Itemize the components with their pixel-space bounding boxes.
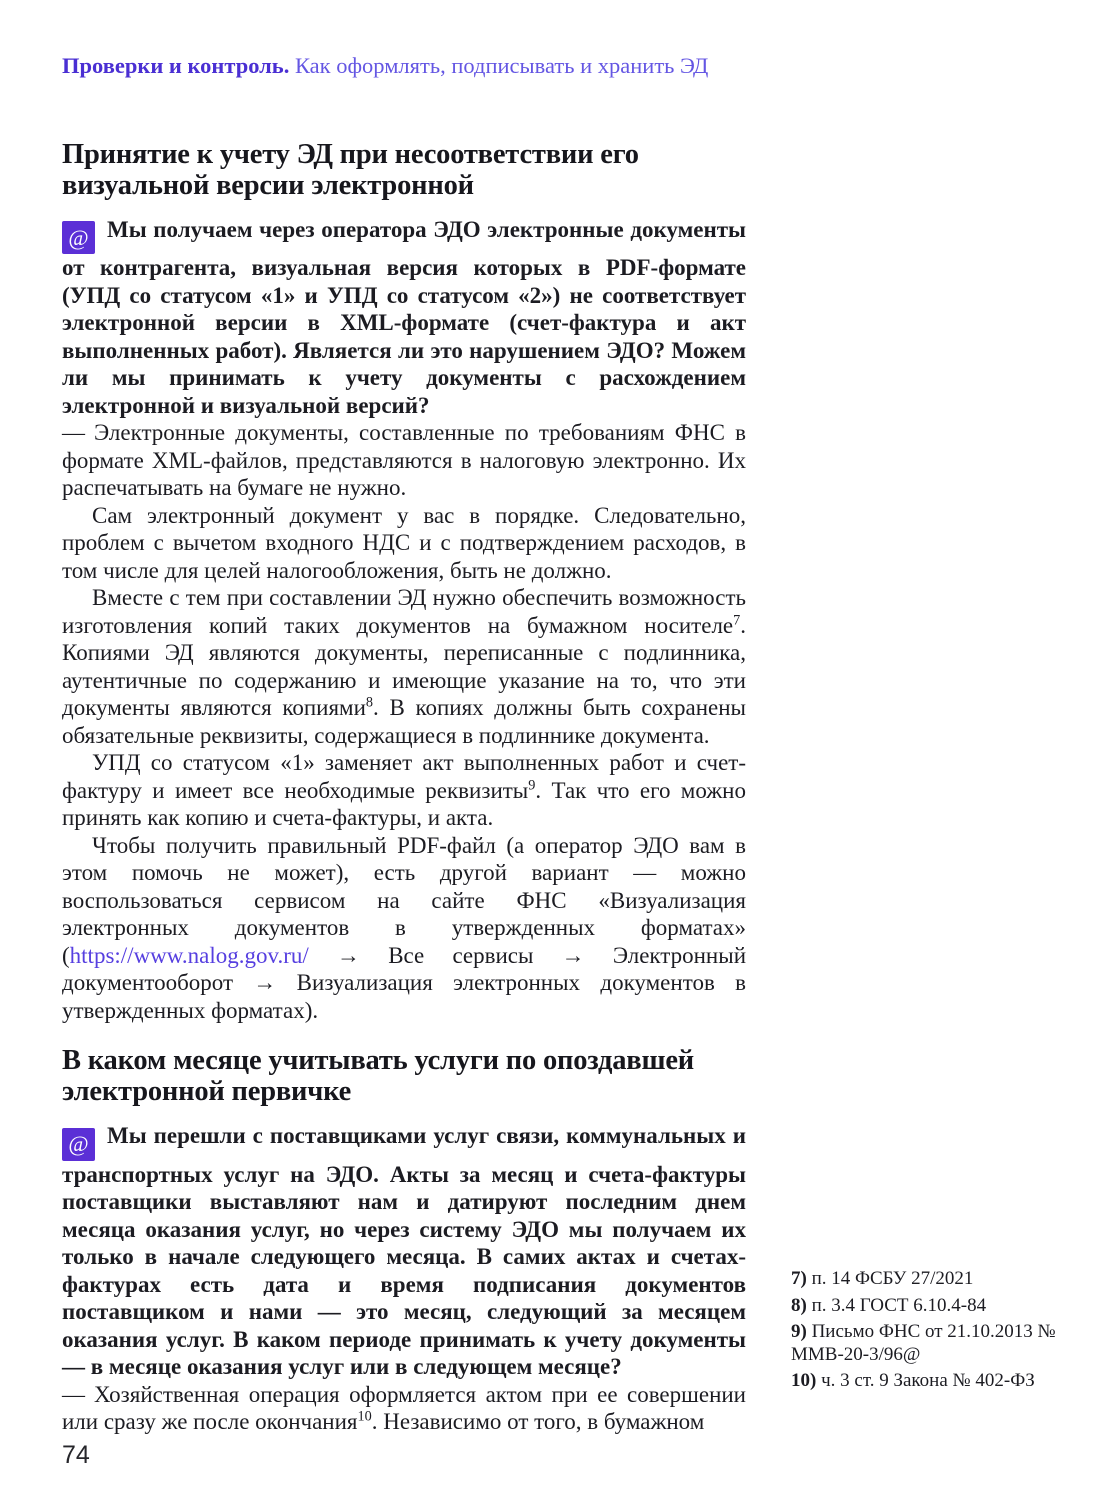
article1-answer-paragraph [62,749,746,832]
article1-qa-block [62,216,746,1024]
footnote-text: п. 14 ФСБУ 27/2021 [811,1268,974,1289]
main-text-column [62,0,746,1436]
email-at-icon [62,221,95,254]
footnote-text: ч. 3 ст. 9 Закона № 402-ФЗ [821,1370,1035,1391]
answer-text: . Независимо от того, в бумажном [371,1409,705,1434]
answer-text: . Так что его можно принять как копию и счета-фактуры, и акта. [62,777,746,831]
answer-text: Вместе с тем при составлении ЭД нужно обеспечить возможность изготовления копий таких документов на бумажном носителе [62,585,746,638]
footnote-text: Письмо ФНС от 21.10.2013 № ММВ-20-3/96@ [791,1321,1056,1365]
article1-answer-paragraph [62,502,746,585]
article2-question [62,1122,746,1380]
footnote-number: 9) [791,1321,807,1342]
answer-text: Хозяйственная операция оформляется актом при ее совершении или сразу же после окончания [62,1381,746,1434]
footnote-8 [791,1295,1073,1318]
answer-text: Электронные документы, составленные по требованиям ФНС в формате XML-файлов, представляются в налоговую электронно. Их распечатывать на бумаге не нужно. [62,420,746,501]
answer-text: УПД со статусом «1» заменяет акт выполненных работ и счет-фактуру и имеет все необходимые реквизиты [62,750,746,803]
footnote-text: п. 3.4 ГОСТ 6.10.4-84 [811,1294,987,1316]
footnote-9 [791,1321,1073,1366]
footnote-number: 8) [791,1294,807,1316]
answer-dash: — [62,420,85,446]
article2-qa-block [62,1122,746,1435]
article1-answer-paragraph [62,419,746,502]
page-number: 74 [62,1441,90,1469]
footnote-7 [791,1268,1073,1291]
answer-text: Сам электронный документ у вас в порядке. Следовательно, проблем с вычетом входного НДС и с подтверждением расходов, в том числе для целей налогообложения, быть не должно. [62,502,746,583]
at-glyph: @ [68,1131,89,1157]
article2-question-text: Мы перешли с поставщиками услуг связи, коммунальных и транспортных услуг на ЭДО. Акты за месяц и счета-фактуры поставщики выставляют нам и датируют последним днем месяца оказания услуг, но через систему ЭДО мы получаем их только в начале следующего месяца. В самих актах и счетах-фактурах есть дата и время подписания документов поставщиком и нами — это месяц, следующий за месяцем оказания услуг. В каком периоде принимать к учету документы — в месяце оказания услуг или в следующем месяце? [62,1123,746,1379]
email-at-icon [62,1128,95,1161]
answer-dash: — [62,1381,85,1407]
article1-answer-paragraph [62,584,746,749]
nalog-gov-ru-link[interactable]: https://www.nalog.gov.ru/ [69,942,309,968]
article2-answer-paragraph [62,1381,746,1436]
footnote-ref-7: 7 [733,612,741,629]
footnote-ref-9: 9 [528,777,536,794]
running-head [62,53,746,79]
footnotes-column [791,1268,1073,1397]
article2-heading: В каком месяце учитывать услуги по опоздавшей электронной первичке [62,1045,695,1108]
footnote-number: 10) [791,1370,817,1391]
at-glyph: @ [68,225,89,250]
answer-text: . Копиями ЭД являются документы, переписанные с подлинника, аутентичные по содержанию и имеющие указание на то, что эти документы являются копиями [62,612,746,721]
article1-heading: Принятие к учету ЭД при несоответствии его визуальной версии электронной [62,139,639,201]
footnote-10 [791,1370,1073,1393]
answer-text: → Все сервисы → Электронный документооборот → Визуализация электронных документов в утвержденных форматах). [62,942,746,1023]
section-subtitle: Как оформлять, подписывать и хранить ЭД [289,53,709,78]
article1-answer-paragraph [62,832,746,1025]
section-kicker: Проверки и контроль. [62,53,290,78]
answer-text: . В копиях должны быть сохранены обязательные реквизиты, содержащиеся в подлиннике документа. [62,695,746,748]
answer-text: Чтобы получить правильный PDF-файл (а оператор ЭДО вам в этом помочь не может), есть другой вариант — можно воспользоваться сервисом на сайте ФНС «Визуализация электронных документов в утвержденных форматах» ( [62,832,746,968]
article1-question-text: Мы получаем через оператора ЭДО электронные документы от контрагента, визуальная версия которых в PDF-формате (УПД со статусом «1» и УПД со статусом «2») не соответствует электронной версии в XML-формате (счет-фактура и акт выполненных работ). Является ли это нарушением ЭДО? Можем ли мы принимать к учету документы с расхождением электронной и визуальной версий? [62,217,746,418]
article1-question [62,216,746,419]
footnote-ref-10: 10 [357,1408,372,1425]
footnote-number: 7) [791,1268,807,1289]
footnote-ref-8: 8 [365,694,374,711]
